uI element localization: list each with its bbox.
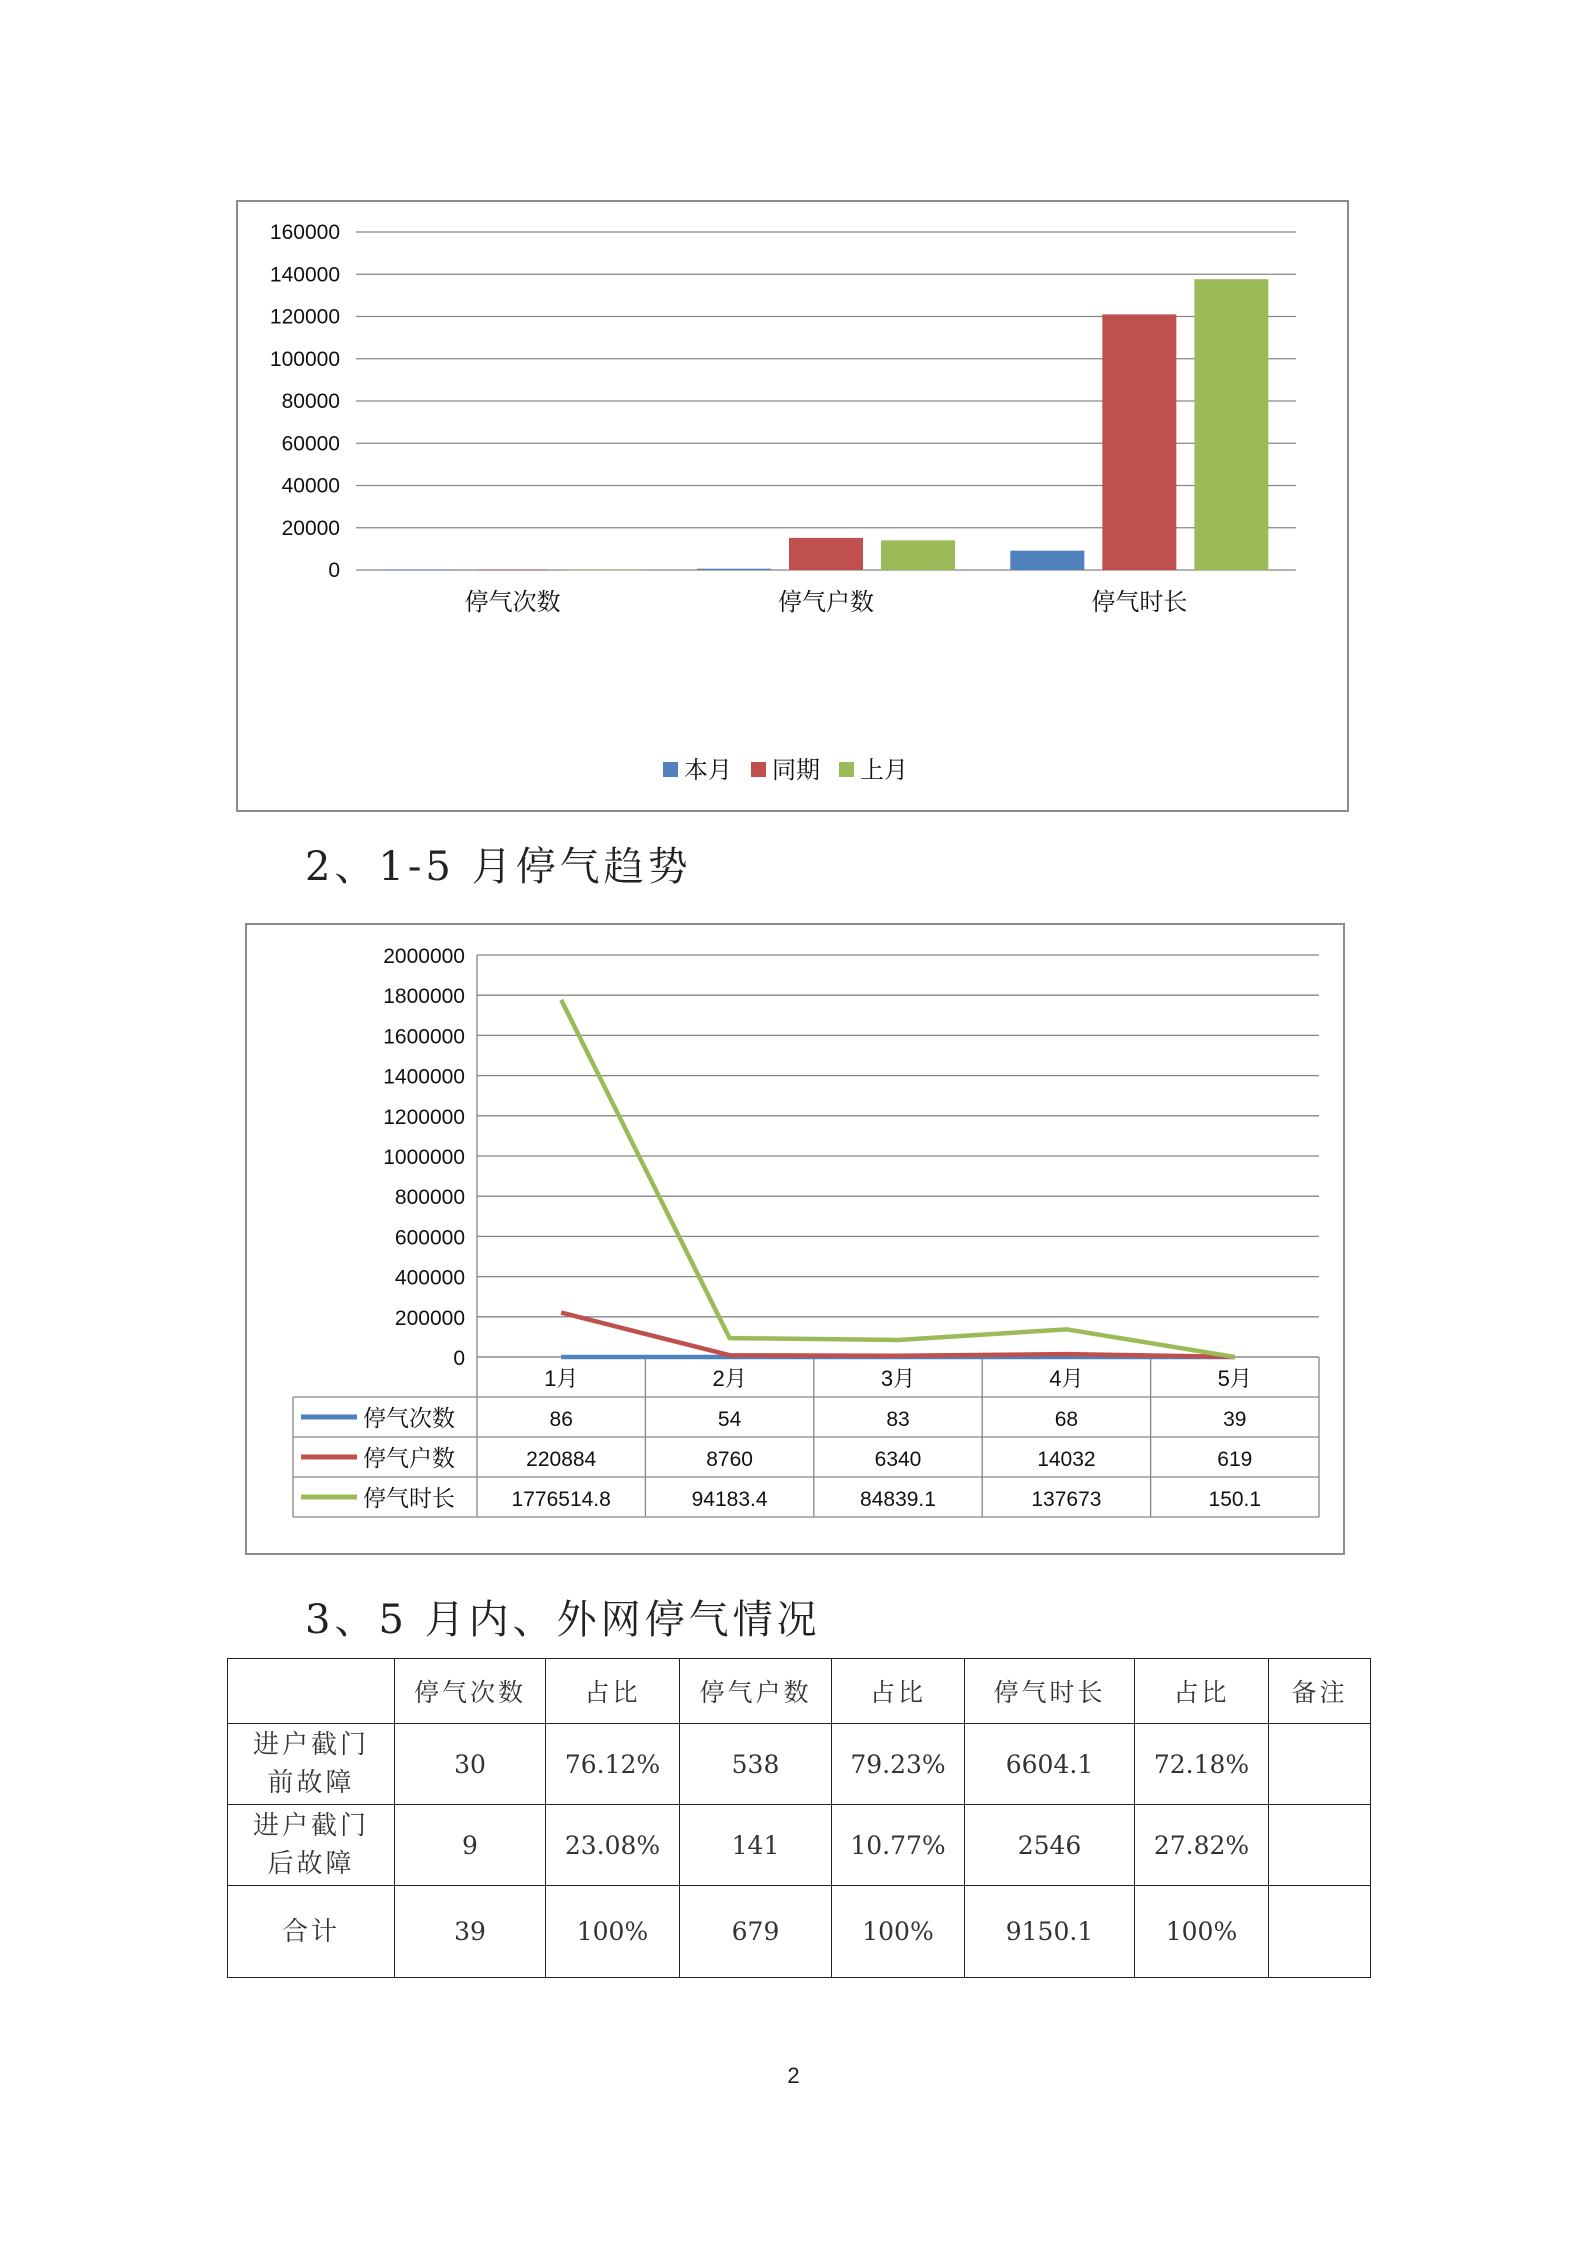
row-label-line: 进户截门 xyxy=(252,1811,369,1841)
header-cell: 占比 xyxy=(832,1659,965,1724)
y-tick-label: 160000 xyxy=(269,221,340,244)
legend-swatch xyxy=(751,762,766,777)
table-cell xyxy=(1269,1886,1371,1978)
x-category-label: 停气户数 xyxy=(778,589,874,616)
bar-本月 xyxy=(1010,551,1084,570)
table-cell: 79.23% xyxy=(832,1724,965,1805)
row-label xyxy=(228,1805,395,1886)
table-row xyxy=(228,1724,1371,1805)
legend-label: 上月 xyxy=(860,757,908,784)
table-cell: 30 xyxy=(395,1724,546,1805)
data-table-value: 619 xyxy=(1217,1448,1253,1471)
data-table-value: 86 xyxy=(549,1408,573,1431)
row-label-line: 进户截门 xyxy=(252,1730,369,1760)
y-tick-label: 1800000 xyxy=(383,985,465,1009)
legend-label: 停气户数 xyxy=(363,1445,455,1471)
table-cell: 76.12% xyxy=(546,1724,680,1805)
data-table-value: 8760 xyxy=(706,1448,753,1471)
legend-label: 本月 xyxy=(684,757,732,784)
x-category-label: 5月 xyxy=(1217,1366,1252,1391)
x-category-label: 3月 xyxy=(880,1366,916,1391)
data-table-value: 94183.4 xyxy=(691,1488,768,1511)
data-table-value: 84839.1 xyxy=(860,1488,936,1511)
legend-swatch xyxy=(839,762,854,777)
page-number: 2 xyxy=(787,2063,800,2088)
row-label-line: 合计 xyxy=(281,1916,340,1947)
table-row-total xyxy=(228,1886,1371,1978)
bar-同期 xyxy=(476,570,550,571)
x-category-label: 4月 xyxy=(1049,1366,1084,1391)
legend-label: 同期 xyxy=(772,757,820,784)
x-category-label: 停气时长 xyxy=(1091,589,1188,616)
series-line-停气户数 xyxy=(561,1313,1235,1357)
bar-本月 xyxy=(697,569,771,570)
bar-上月 xyxy=(568,570,642,571)
header-cell: 备注 xyxy=(1269,1659,1371,1724)
table-cell: 679 xyxy=(680,1886,832,1978)
y-tick-label: 80000 xyxy=(281,390,340,413)
data-table-value: 68 xyxy=(1054,1408,1079,1431)
y-tick-label: 1000000 xyxy=(383,1146,465,1169)
y-tick-label: 120000 xyxy=(269,305,340,329)
table-cell xyxy=(1269,1805,1371,1886)
outage-table xyxy=(227,1658,1371,1978)
data-table-value: 6340 xyxy=(874,1448,922,1471)
y-tick-label: 1600000 xyxy=(383,1025,465,1049)
table-cell xyxy=(1269,1724,1371,1805)
legend-label: 停气时长 xyxy=(363,1485,455,1511)
y-tick-label: 2000000 xyxy=(383,945,465,968)
table-cell: 9 xyxy=(395,1805,546,1886)
table-cell: 27.82% xyxy=(1135,1805,1269,1886)
bar-chart-svg xyxy=(238,202,1347,810)
data-table-value: 1776514.8 xyxy=(511,1488,611,1511)
data-table-value: 14032 xyxy=(1037,1448,1096,1471)
y-tick-label: 40000 xyxy=(281,474,340,498)
table-cell: 538 xyxy=(680,1724,832,1805)
bar-同期 xyxy=(1102,314,1176,570)
section-heading-network-outage: 3、5 月内、外网停气情况 xyxy=(305,1597,821,1643)
bar-上月 xyxy=(881,540,955,570)
bar-chart-monthly-comparison xyxy=(236,200,1349,812)
y-tick-label: 60000 xyxy=(281,432,340,456)
row-label xyxy=(228,1886,395,1978)
data-table-value: 54 xyxy=(717,1408,742,1431)
table-cell: 100% xyxy=(1135,1886,1269,1978)
y-tick-label: 100000 xyxy=(269,347,340,371)
bar-上月 xyxy=(1194,279,1268,570)
table-row xyxy=(228,1805,1371,1886)
data-table-value: 220884 xyxy=(526,1448,597,1471)
header-cell: 占比 xyxy=(1135,1659,1269,1724)
table-cell: 10.77% xyxy=(832,1805,965,1886)
row-label-line: 前故障 xyxy=(267,1768,355,1798)
row-label xyxy=(228,1724,395,1805)
table-header-row xyxy=(228,1659,1371,1724)
bar-同期 xyxy=(789,538,863,570)
data-table-value: 83 xyxy=(886,1408,910,1431)
x-category-label: 停气次数 xyxy=(464,589,561,616)
line-chart-svg xyxy=(247,925,1343,1553)
table-cell: 6604.1 xyxy=(965,1724,1135,1805)
table-cell: 100% xyxy=(832,1886,965,1978)
y-tick-label: 200000 xyxy=(394,1306,465,1330)
header-cell: 停气时长 xyxy=(965,1659,1135,1724)
section-heading-trend: 2、1-5 月停气趋势 xyxy=(305,844,692,890)
table-cell: 72.18% xyxy=(1135,1724,1269,1805)
y-tick-label: 600000 xyxy=(394,1226,465,1250)
bar-本月 xyxy=(384,570,458,571)
table-cell: 39 xyxy=(395,1886,546,1978)
header-cell: 停气户数 xyxy=(680,1659,832,1724)
y-tick-label: 140000 xyxy=(269,263,340,287)
table-cell: 141 xyxy=(680,1805,832,1886)
table-cell: 2546 xyxy=(965,1805,1135,1886)
table-cell: 100% xyxy=(546,1886,680,1978)
table-cell: 23.08% xyxy=(546,1805,680,1886)
header-cell xyxy=(228,1659,395,1724)
header-cell: 停气次数 xyxy=(395,1659,546,1724)
y-tick-label: 400000 xyxy=(394,1266,465,1290)
legend-label: 停气次数 xyxy=(363,1405,455,1431)
series-line-停气时长 xyxy=(561,1000,1235,1357)
legend-swatch xyxy=(663,762,678,777)
line-chart-trend xyxy=(245,923,1345,1555)
y-tick-label: 1200000 xyxy=(383,1105,465,1129)
data-table-value: 39 xyxy=(1223,1408,1247,1431)
data-table-value: 137673 xyxy=(1031,1488,1102,1511)
header-cell: 占比 xyxy=(546,1659,680,1724)
y-tick-label: 800000 xyxy=(394,1186,465,1210)
y-tick-label: 0 xyxy=(453,1347,465,1370)
table-cell: 9150.1 xyxy=(965,1886,1135,1978)
y-tick-label: 20000 xyxy=(281,516,340,540)
row-label-line: 后故障 xyxy=(267,1849,355,1879)
data-table-value: 150.1 xyxy=(1208,1488,1262,1511)
y-tick-label: 0 xyxy=(328,559,340,582)
x-category-label: 2月 xyxy=(712,1366,747,1391)
x-category-label: 1月 xyxy=(544,1366,579,1391)
y-tick-label: 1400000 xyxy=(383,1065,465,1089)
